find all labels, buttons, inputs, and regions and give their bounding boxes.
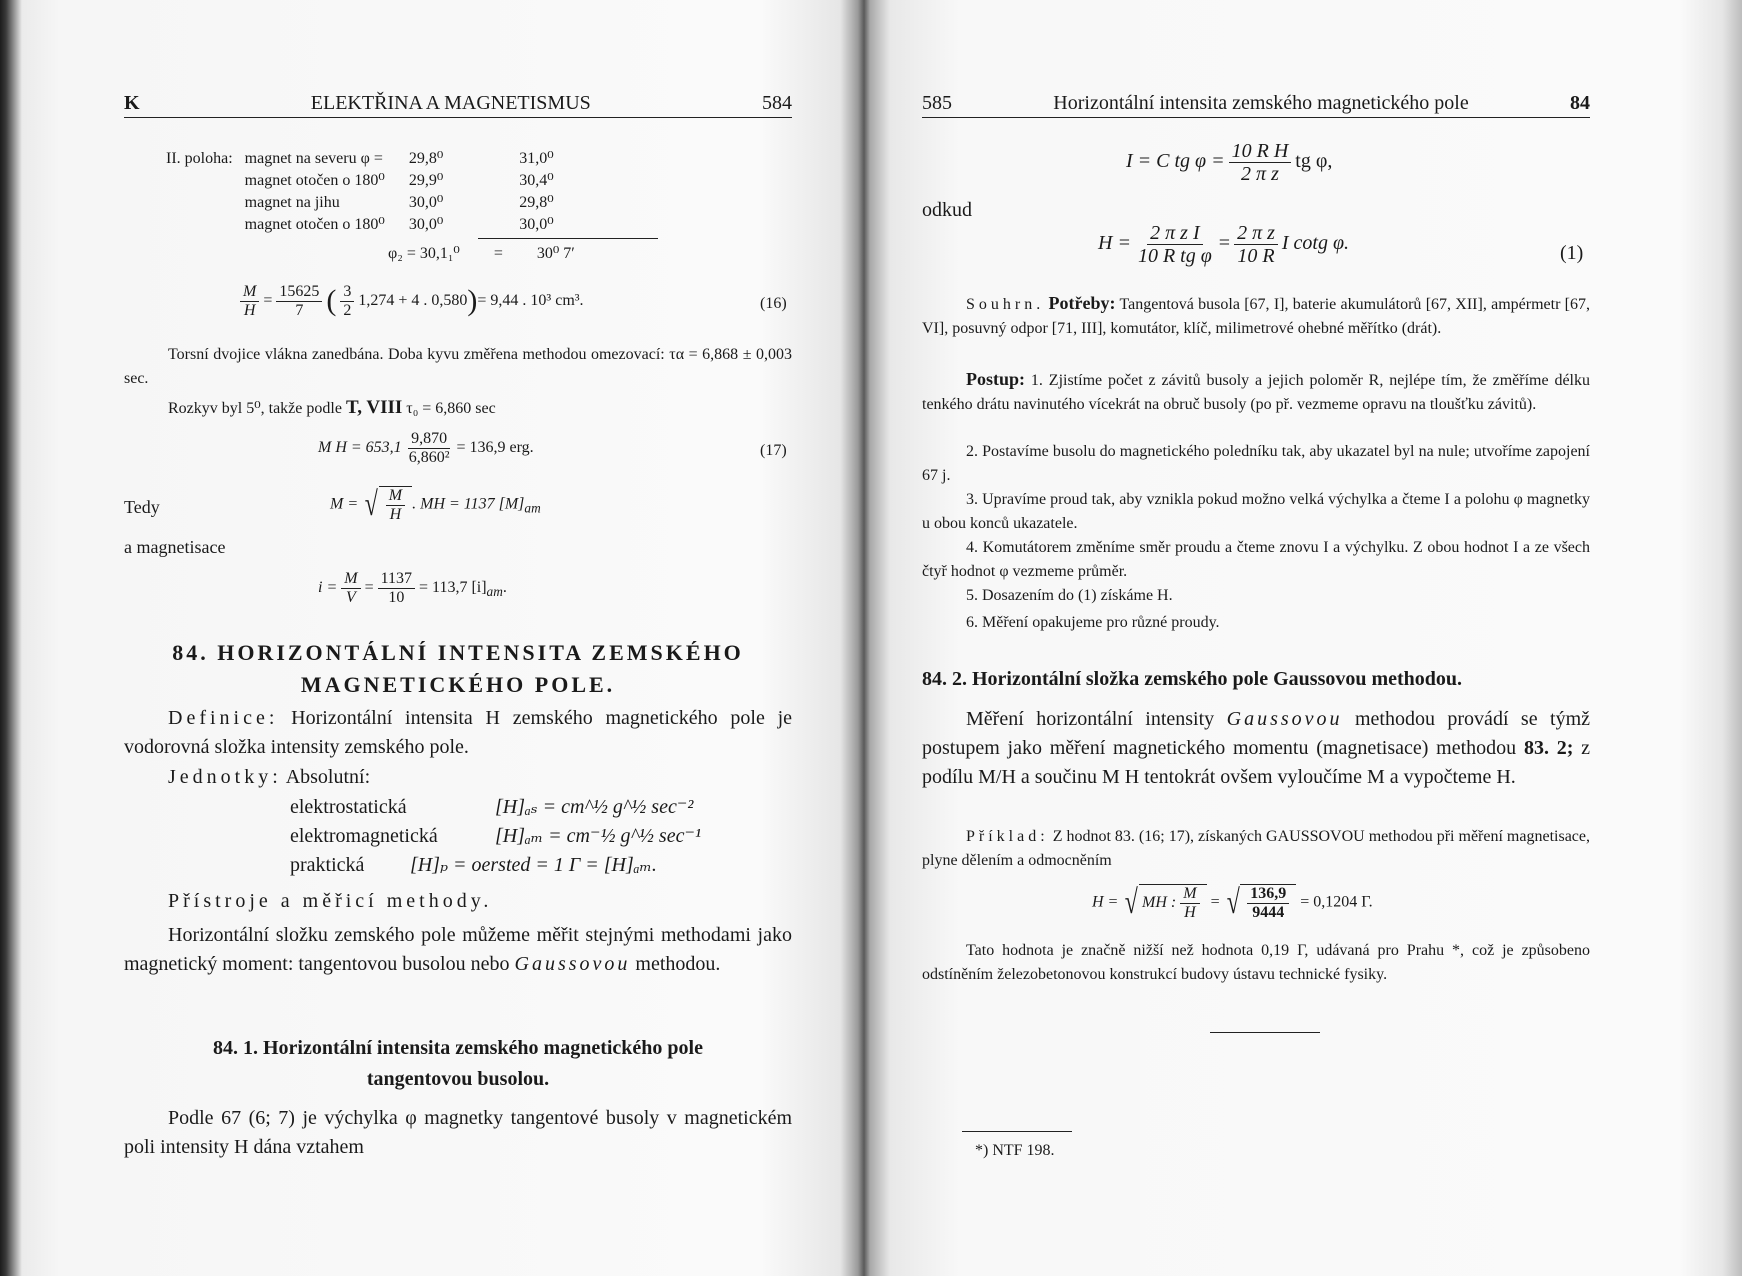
sub1-line2: tangentovou busolou.	[366, 1068, 550, 1090]
eq16-den: 7	[295, 301, 304, 319]
table-cell: 29,8⁰	[519, 194, 554, 211]
postup-label: Postup:	[966, 369, 1026, 389]
tato-paragraph: Tato hodnota je značně nižší než hodnota 0,19 Γ, udávaná pro Prahu *, což je způsobeno odstíněním železobetonovou konstrukcí budovy ústavu technické fysiky.	[922, 942, 1590, 983]
eqM-num: M	[386, 487, 405, 506]
sqrt-sign-icon: √	[1226, 883, 1240, 921]
eqH-lhs: H =	[1098, 232, 1131, 255]
eqi-n1: M	[341, 570, 360, 589]
footnote-rule	[962, 1131, 1072, 1132]
definice-label: Definice:	[168, 707, 279, 729]
eq16-inner-num: 3	[340, 283, 354, 302]
souhrn-label: Souhrn.	[966, 296, 1045, 313]
eqH-n2: 2 π z	[1234, 222, 1278, 245]
chapter-number: 84	[1570, 92, 1590, 114]
table-cell: 30,0⁰	[408, 216, 444, 233]
page-number: 584	[761, 92, 792, 114]
equation-final	[1092, 884, 1373, 921]
eqH-d1: 10 R tg φ	[1137, 245, 1212, 267]
eqi-rest: = 113,7 [i]	[419, 578, 487, 596]
postup-step-1	[922, 367, 1590, 417]
sub2-ref: 83. 2;	[1523, 737, 1574, 759]
eqM-lhs: M =	[330, 495, 359, 513]
priklad-paragraph	[922, 825, 1590, 873]
eqF-d2: 9444	[1252, 903, 1285, 921]
sub2-gauss: Gaussovou	[1226, 708, 1343, 730]
eq17-den: 6,860²	[408, 448, 450, 466]
header-title: ELEKTŘINA A MAGNETISMUS	[310, 92, 591, 114]
right-page	[870, 0, 1742, 1276]
odkud-label: odkud	[922, 199, 972, 221]
podle-paragraph: Podle 67 (6; 7) je výchylka φ magnetky tangentové busoly v magnetickém poli intensity H dána vztahem	[124, 1107, 792, 1158]
eqH-d2: 10 R	[1237, 245, 1275, 267]
page-number: 585	[922, 92, 952, 114]
eqi-sub: am	[486, 583, 503, 599]
eq16-lhs-den: H	[243, 301, 256, 319]
table-row-name: magnet na severu φ =	[244, 150, 383, 167]
units-list	[290, 793, 701, 880]
subsection-title-2: 84. 2. Horizontální složka zemského pole Gaussovou methodou.	[922, 668, 1463, 690]
table-row-name: magnet na jihu	[244, 194, 340, 211]
eqF-n1: M	[1180, 885, 1199, 904]
table-result	[388, 243, 575, 263]
pristroje-end: methodou.	[635, 953, 721, 975]
souhrn-paragraph	[922, 291, 1590, 341]
section-title-line2: MAGNETICKÉHO POLE.	[300, 672, 616, 697]
sqrt-sign-icon: √	[1125, 883, 1139, 921]
equation-i: i = $\frac{M}{V}$ = $\frac{1137}{10}$ = 113,7 $[i]_{am}$.	[318, 570, 507, 606]
position-table	[166, 148, 560, 236]
unit-row	[290, 851, 701, 880]
gauss-word: Gaussovou	[514, 953, 631, 975]
eqI-rest: tg φ,	[1295, 150, 1333, 173]
result-eq: =	[493, 245, 503, 262]
header-title: Horizontální intensita zemského magnetického pole	[1053, 92, 1469, 114]
table-cell: 30,4⁰	[519, 172, 554, 189]
eqF-eq: =	[1210, 893, 1220, 911]
postup-step-2: 2. Postavíme busolu do magnetického poledníku tak, aby ukazatel byl na nule; utvoříme zapojení 67 j.	[922, 443, 1590, 484]
equation-17	[318, 430, 534, 466]
eqF-d1: H	[1184, 903, 1196, 921]
eqH-rest: I cotg φ.	[1281, 232, 1350, 255]
postup-step-4: 4. Komutátorem změníme směr proudu a čteme znovu I a výchylku. Z obou hodnot I a ze všech čtyř hodnot φ vezmeme průměr.	[922, 539, 1590, 580]
eq17-num: 9,870	[408, 430, 450, 449]
unit-name: elektromagnetická	[290, 825, 438, 847]
rozkyv-ref: T, VIII	[345, 397, 403, 418]
priklad-text: Z hodnot 83. (16; 17), získaných GAUSSOVOU methodou při měření magnetisace, plyne dělením a odmocněním	[922, 828, 1591, 869]
priklad-label: Příklad:	[966, 828, 1049, 845]
rozkyv-rest: τ₀ = 6,860 sec	[406, 400, 496, 417]
eqF-sq1: MH :	[1142, 893, 1177, 911]
eqM-den: H	[389, 505, 402, 523]
eqF-n2: 136,9	[1247, 885, 1289, 904]
end-rule	[1210, 1032, 1320, 1033]
unit-row	[290, 822, 701, 851]
subsection-title-1	[124, 1033, 792, 1095]
postup-step-6: 6. Měření opakujeme pro různé proudy.	[966, 614, 1220, 631]
pristroje-text: Horizontální složku zemského pole můžeme měřit stejnými methodami jako magnetický moment: tangentovou busolou nebo	[124, 924, 792, 975]
equation-M	[330, 486, 541, 523]
table-cell: 30,0⁰	[519, 216, 554, 233]
eqI-den: 2 π z	[1241, 163, 1279, 185]
sub1-line1: 84. 1. Horizontální intensita zemského magnetického pole	[213, 1037, 703, 1059]
section-title-line1: 84. HORIZONTÁLNÍ INTENSITA ZEMSKÉHO	[172, 640, 744, 665]
definice-text: Horizontální intensita H zemského magnetického pole je vodorovná složka intensity zemského pole.	[124, 707, 793, 758]
left-page	[0, 0, 860, 1276]
footnote: *) NTF 198.	[975, 1142, 1055, 1159]
eq16-result: = 9,44 . 10³ cm³.	[477, 291, 584, 309]
jednotky-label: Jednotky:	[168, 766, 282, 788]
eqi-end: .	[502, 578, 507, 596]
result-lhs: φ₂ = 30,1₁⁰	[388, 245, 460, 262]
position-label: II. poloha:	[166, 150, 233, 167]
eq16-inner-rest: 1,274 + 4 . 0,580	[358, 291, 468, 309]
unit-row	[290, 793, 701, 822]
table-cell: 29,9⁰	[408, 172, 444, 189]
potreby-text: Tangentová busola [67, I], baterie akumulátorů [67, XII], ampérmetr [67, VI], posuvný odpor [71, III], komutátor, klíč, milimetrové ohebné měřítko (drát).	[922, 296, 1591, 337]
eq16-lhs-num: M	[240, 283, 259, 302]
eq16-inner-den: 2	[343, 301, 352, 319]
rozkyv-line	[168, 396, 496, 421]
magnetisace-label: a magnetisace	[124, 537, 226, 557]
eqi-d1: V	[346, 588, 356, 606]
definice-paragraph	[124, 704, 792, 762]
section-title	[124, 637, 792, 701]
eqi-d2: 10	[388, 588, 405, 606]
sub2-text-c: z podílu M/H a součinu M H tentokrát ovšem vyloučíme M a vypočteme H.	[922, 737, 1591, 788]
rozkyv-text: Rozkyv byl 5⁰, takže podle	[168, 400, 342, 417]
table-cell: 30,0⁰	[408, 194, 444, 211]
table-row-name: magnet otočen o 180⁰	[244, 172, 385, 189]
tedy-label: Tedy	[124, 497, 160, 517]
eq17-result: = 136,9 erg.	[456, 438, 534, 456]
step-text: 1. Zjistíme počet z závitů busoly a jejich poloměr R, nejlépe tím, že změříme délku tenkého drátu navinutého vícekrát na obruč busoly (po př. vezmeme opravu na tloušťku závitů).	[922, 372, 1590, 413]
unit-expr: [H]ₐₘ = cm⁻½ g^½ sec⁻¹	[495, 825, 702, 847]
eq17-lhs: M H = 653,1	[318, 438, 402, 456]
eqM-rest: . MH = 1137 [M]	[412, 495, 525, 513]
eqI-num: 10 R H	[1229, 140, 1292, 163]
table-cell: 29,8⁰	[408, 150, 444, 167]
right-running-header	[922, 92, 1590, 118]
left-running-header	[124, 92, 792, 118]
equation-H	[1098, 222, 1349, 267]
equation-I	[1126, 140, 1332, 185]
result-rhs: 30⁰ 7′	[536, 245, 575, 262]
jednotky-line	[168, 763, 370, 792]
eq17-tag: (17)	[760, 442, 787, 459]
unit-expr: [H]ₐₛ = cm^½ g^½ sec⁻²	[495, 796, 694, 818]
table-cell: 31,0⁰	[519, 150, 554, 167]
eqF-rest: = 0,1204 Γ.	[1300, 893, 1373, 911]
eqF-lhs: H =	[1092, 893, 1119, 911]
sub2-paragraph	[922, 705, 1590, 792]
eqM-sub: am	[524, 500, 541, 516]
sub2-text-b: methodou provádí se týmž postupem jako měření magnetického momentu (magnetisace) methodou	[922, 708, 1591, 759]
eqH-n1: 2 π z I	[1147, 222, 1202, 245]
eqi-lhs: i =	[318, 578, 338, 596]
potreby-label: Potřeby:	[1048, 293, 1116, 313]
sub2-text-a: Měření horizontální intensity	[966, 708, 1215, 730]
eq16-num: 15625	[276, 283, 322, 302]
jednotky-rest: Absolutní:	[285, 766, 371, 788]
header-letter: K	[124, 92, 140, 114]
unit-name: elektrostatická	[290, 796, 407, 818]
eqH-tag: (1)	[1560, 242, 1584, 264]
eqi-n2: 1137	[378, 570, 415, 589]
pristroje-paragraph	[124, 921, 792, 979]
eqH-eq: =	[1218, 232, 1231, 255]
eq16-tag: (16)	[760, 295, 787, 312]
pristroje-label: Přístroje a měřicí methody.	[168, 890, 493, 912]
table-sum-rule	[478, 238, 658, 239]
table-row-name: magnet otočen o 180⁰	[244, 216, 385, 233]
unit-name: praktická	[290, 854, 365, 876]
postup-step-5: 5. Dosazením do (1) získáme H.	[966, 587, 1173, 604]
eqI-lhs: I = C tg φ =	[1126, 150, 1225, 173]
postup-step-3: 3. Upravíme proud tak, aby vznikla pokud možno velká výchylka a čteme I a polohu φ magnetky u obou konců ukazatele.	[922, 491, 1590, 532]
sqrt-sign-icon: √	[364, 485, 378, 523]
equation-16: $\frac{M}{H}$ = $\frac{15625}{7}$ ( $\frac{3}{2}$ 1,274 + 4 . 0,580)= 9,44 . 10³ cm³.	[236, 283, 584, 319]
unit-expr: [H]ₚ = oersted = 1 Γ = [H]ₐₘ.	[410, 854, 657, 876]
torsion-paragraph: Torsní dvojice vlákna zanedbána. Doba kyvu změřena methodou omezovací: τα = 6,868 ± 0,003 sec.	[124, 346, 792, 387]
